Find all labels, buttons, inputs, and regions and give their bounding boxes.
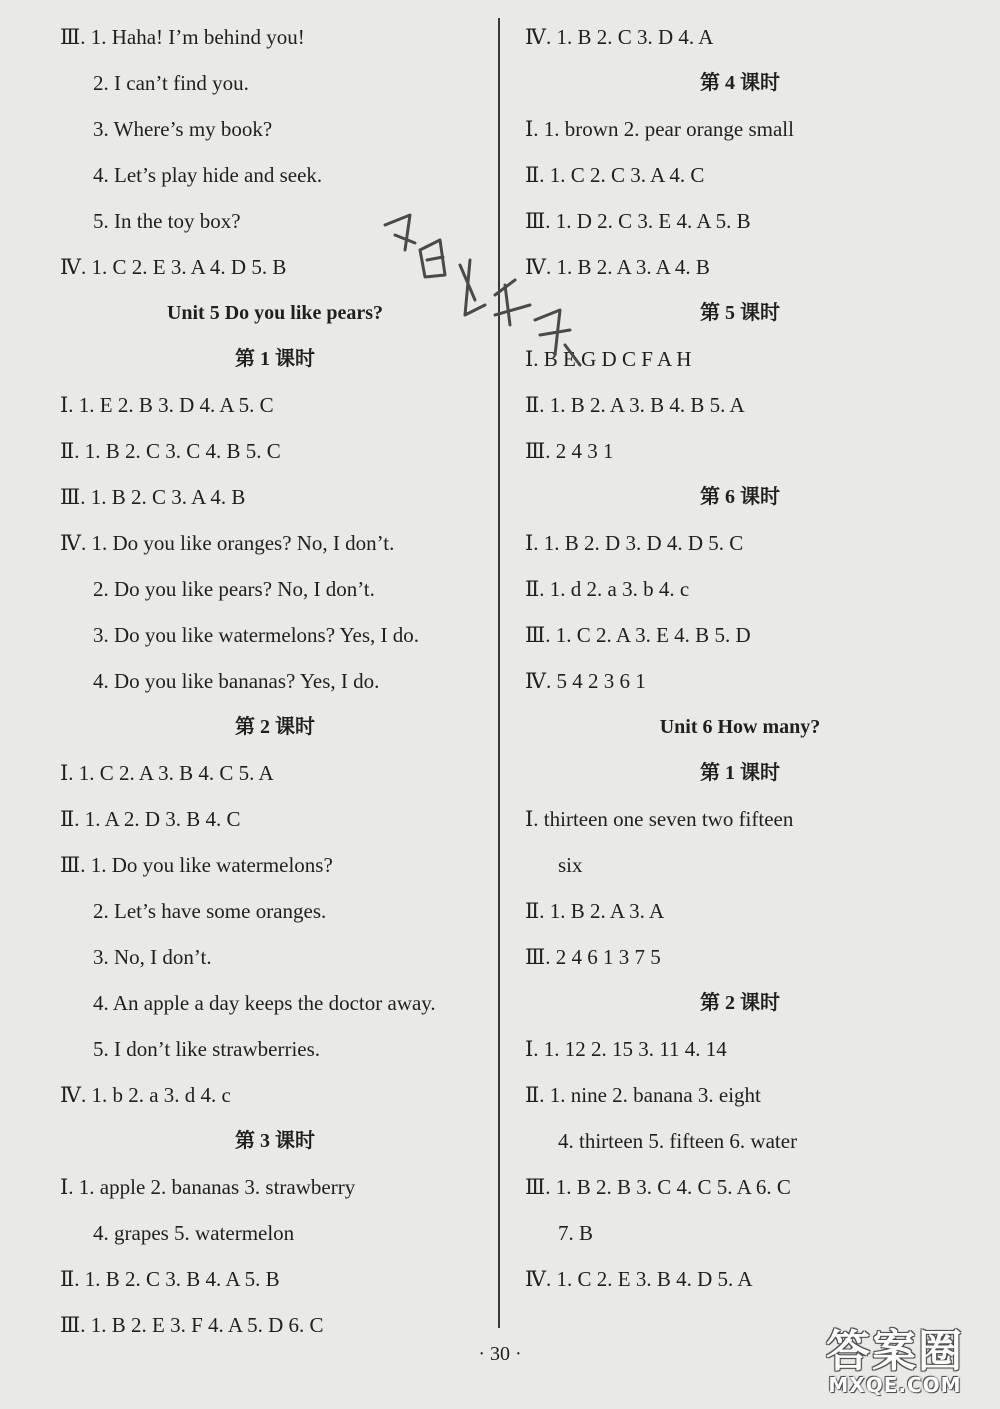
answer-line: Ⅳ. 1. B 2. A 3. A 4. B (525, 255, 710, 279)
answer-line: six (558, 853, 583, 877)
answer-line: Ⅲ. 2 4 6 1 3 7 5 (525, 945, 661, 969)
watermark-logo (800, 1315, 990, 1405)
answer-line: Ⅱ. 1. A 2. D 3. B 4. C (60, 807, 241, 831)
answer-line: Ⅰ. 1. B 2. D 3. D 4. D 5. C (525, 531, 744, 555)
answer-line: Ⅰ. 1. apple 2. bananas 3. strawberry (60, 1175, 356, 1199)
answer-line: Ⅳ. 1. b 2. a 3. d 4. c (60, 1083, 231, 1107)
answer-line: Ⅲ. 1. C 2. A 3. E 4. B 5. D (525, 623, 751, 647)
answer-line: Ⅱ. 1. B 2. A 3. B 4. B 5. A (525, 393, 745, 417)
answer-line: Ⅰ. 1. 12 2. 15 3. 11 4. 14 (525, 1037, 727, 1061)
answer-line: 4. thirteen 5. fifteen 6. water (558, 1129, 798, 1153)
answer-line: Ⅰ. B E G D C F A H (525, 347, 692, 371)
answer-line: Ⅰ. 1. brown 2. pear orange small (525, 117, 794, 141)
section-heading: 第 3 课时 (235, 1130, 315, 1152)
watermark-url: MXQE.COM (828, 1373, 962, 1397)
answer-line: 4. grapes 5. watermelon (93, 1221, 295, 1245)
answer-line: 5. I don’t like strawberries. (93, 1037, 321, 1061)
answer-line: Ⅱ. 1. B 2. C 3. C 4. B 5. C (60, 439, 281, 463)
answer-line: 7. B (558, 1221, 594, 1245)
handwritten-scribble (365, 205, 605, 375)
answer-line: Ⅲ. 2 4 3 1 (525, 439, 614, 463)
answer-line: Ⅳ. 1. B 2. C 3. D 4. A (525, 25, 714, 49)
page-number: · 30 · (478, 1343, 522, 1365)
answer-line: 2. Let’s have some oranges. (93, 899, 327, 923)
answer-line: Ⅲ. 1. B 2. B 3. C 4. C 5. A 6. C (525, 1175, 791, 1199)
answer-line: Ⅲ. 1. Haha! I’m behind you! (60, 25, 305, 49)
section-heading: 第 5 课时 (700, 302, 780, 324)
answer-line: Ⅰ. thirteen one seven two fifteen (525, 807, 794, 831)
answer-line: 3. Where’s my book? (93, 117, 273, 141)
answer-line: Ⅳ. 5 4 2 3 6 1 (525, 669, 646, 693)
answer-line: 4. An apple a day keeps the doctor away. (93, 991, 436, 1015)
answer-line: 3. No, I don’t. (93, 945, 212, 969)
answer-line: 4. Do you like bananas? Yes, I do. (93, 669, 380, 693)
answer-line: Ⅲ. 1. B 2. E 3. F 4. A 5. D 6. C (60, 1313, 324, 1337)
answer-line: Ⅳ. 1. C 2. E 3. B 4. D 5. A (525, 1267, 753, 1291)
answer-line: Ⅱ. 1. C 2. C 3. A 4. C (525, 163, 705, 187)
section-heading: 第 1 课时 (700, 762, 780, 784)
section-heading: 第 2 课时 (700, 992, 780, 1014)
answer-line: Ⅲ. 1. B 2. C 3. A 4. B (60, 485, 246, 509)
answer-line: Ⅱ. 1. nine 2. banana 3. eight (525, 1083, 761, 1107)
answer-line: 2. Do you like pears? No, I don’t. (93, 577, 375, 601)
watermark-brand: 答案圈 (826, 1326, 964, 1377)
section-heading: 第 4 课时 (700, 72, 780, 94)
section-heading: 第 2 课时 (235, 716, 315, 738)
answer-line: Ⅰ. 1. E 2. B 3. D 4. A 5. C (60, 393, 274, 417)
answer-line: Ⅱ. 1. d 2. a 3. b 4. c (525, 577, 690, 601)
answer-line: Ⅳ. 1. C 2. E 3. A 4. D 5. B (60, 255, 287, 279)
answer-line: Ⅲ. 1. D 2. C 3. E 4. A 5. B (525, 209, 751, 233)
answer-line: Ⅲ. 1. Do you like watermelons? (60, 853, 333, 877)
section-heading: 第 1 课时 (235, 348, 315, 370)
answer-line: Ⅳ. 1. Do you like oranges? No, I don’t. (60, 531, 395, 555)
answer-line: 2. I can’t find you. (93, 71, 249, 95)
answer-line: Ⅰ. 1. C 2. A 3. B 4. C 5. A (60, 761, 274, 785)
answer-line: Ⅱ. 1. B 2. C 3. B 4. A 5. B (60, 1267, 280, 1291)
answer-line: 5. In the toy box? (93, 209, 241, 233)
answer-line: 3. Do you like watermelons? Yes, I do. (93, 623, 420, 647)
section-heading: Unit 6 How many? (659, 716, 821, 738)
section-heading: 第 6 课时 (700, 486, 780, 508)
answer-line: Ⅱ. 1. B 2. A 3. A (525, 899, 665, 923)
answer-line: 4. Let’s play hide and seek. (93, 163, 323, 187)
section-heading: Unit 5 Do you like pears? (166, 302, 384, 324)
